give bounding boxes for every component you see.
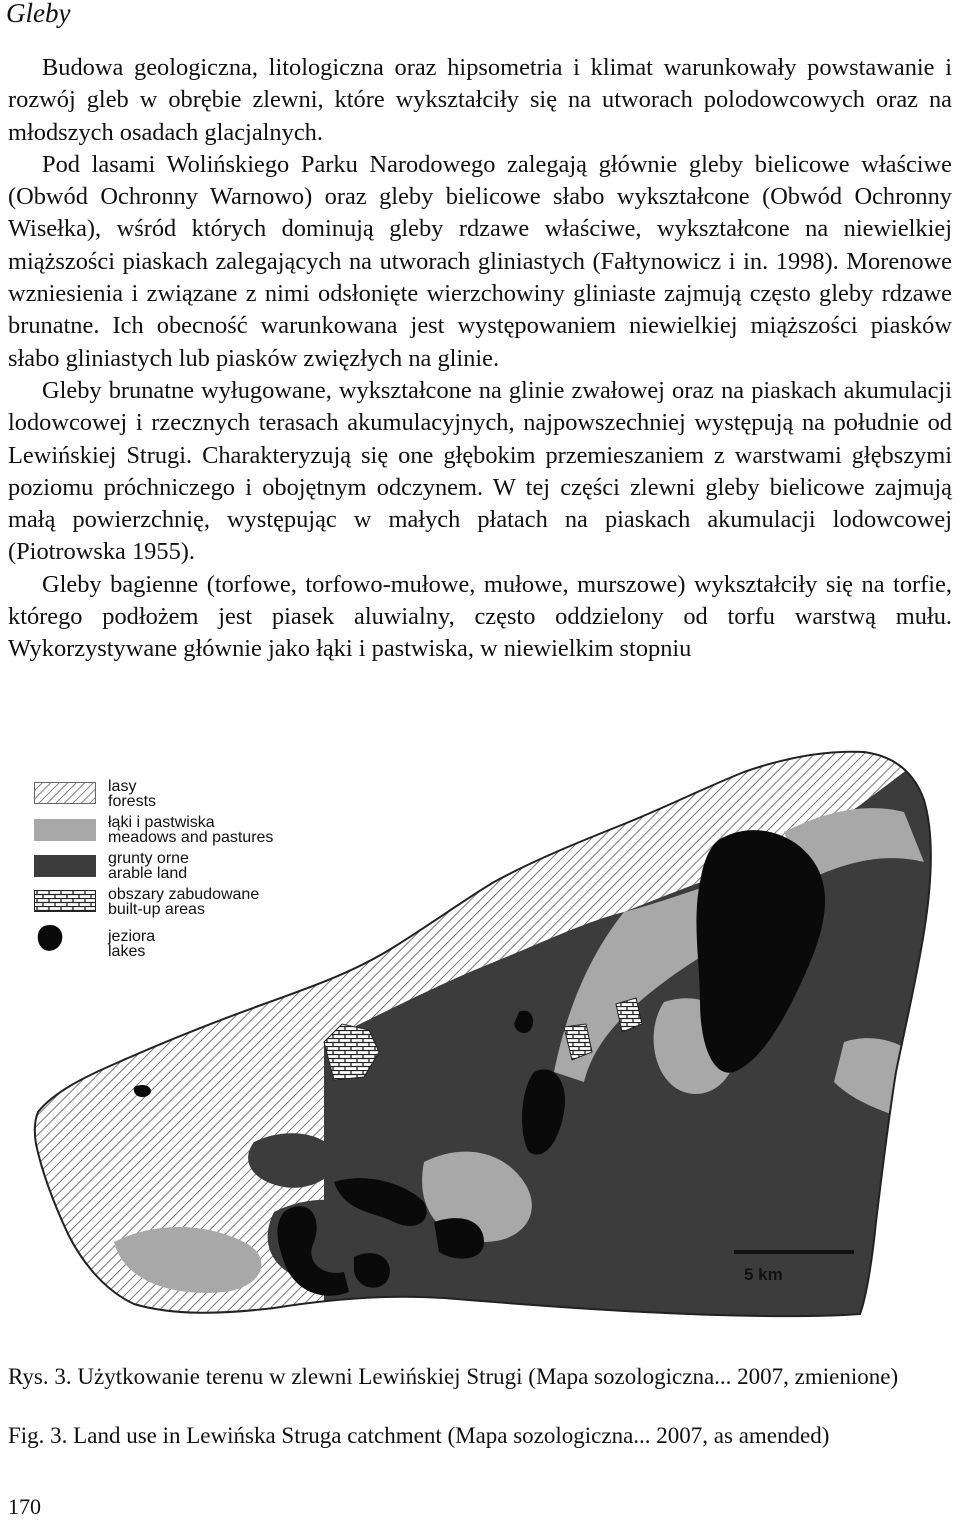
- paragraph: Gleby brunatne wyługowane, wykształcone na glinie zwałowej oraz na piaskach akumulacji lodowcowej i rzecznych terasach akumulacyjnych, najpowszechniej występują na południe od Lewińskiej Strugi. Charakteryzują się one głębokim przemieszaniem z warstwami głębszymi poziomu próchniczego i obojętnym odczynem. W tej części zlewni gleby bielicowe zajmują małą powierzchnię, występując w małych płatach na piaskach akumulacji lodowcowej (Piotrowska 1955).: [8, 376, 952, 566]
- paragraph: Gleby bagienne (torfowe, torfowo-mułowe, mułowe, murszowe) wykształciły się na torfie, którego podłożem jest piasek aluwialny, często oddzielony od torfu warstwą mułu. Wykorzystywane głównie jako łąki i pastwiska, w niewielkim stopniu: [8, 570, 952, 663]
- legend-item-forests: [34, 778, 334, 814]
- arable-swatch: [34, 855, 96, 877]
- legend-item-lakes: [34, 922, 334, 958]
- built-up-swatch: [34, 890, 96, 912]
- figure-caption-en: Fig. 3. Land use in Lewińska Struga catchment (Mapa sozologiczna... 2007, as amended): [8, 1423, 830, 1448]
- paragraph: Budowa geologiczna, litologiczna oraz hipsometria i klimat warunkowały powstawanie i rozwój gleb w obrębie zlewni, które wykształciły się na utworach polodowcowych oraz na młodszych osadach glacjalnych.: [8, 54, 952, 146]
- legend-label-en: lakes: [108, 943, 146, 960]
- lake-swatch: [34, 922, 96, 954]
- legend-item-meadows: [34, 814, 334, 850]
- legend-item-built-up: [34, 886, 334, 922]
- scale-label: 5 km: [744, 1265, 783, 1284]
- legend-label-en: built-up areas: [108, 901, 205, 918]
- page-number: 170: [8, 1494, 41, 1519]
- section-title: Gleby: [6, 0, 71, 28]
- legend-label-pl: obszary zabudowane: [108, 886, 260, 903]
- legend-label-pl: lasy: [108, 778, 137, 795]
- legend-label-en: meadows and pastures: [108, 829, 274, 846]
- legend-item-arable: [34, 850, 334, 886]
- legend-label-pl: łąki i pastwiska: [108, 814, 215, 831]
- meadow-swatch: [34, 819, 96, 841]
- figure-caption-pl: Rys. 3. Użytkowanie terenu w zlewni Lewińskiej Strugi (Mapa sozologiczna... 2007, zmienione): [8, 1364, 899, 1389]
- legend-label-en: arable land: [108, 865, 188, 882]
- legend-label-pl: grunty orne: [108, 850, 189, 867]
- legend-label-en: forests: [108, 793, 157, 810]
- body-text: [8, 52, 952, 666]
- paragraph: Pod lasami Wolińskiego Parku Narodowego zalegają głównie gleby bielicowe właściwe (Obwód Ochronny Warnowo) oraz gleby bielicowe słabo wykształcone (Obwód Ochronny Wisełka), wśród których dominują gleby rdzawe właściwe, wykształcone na niewielkiej miąższości piaskach zalegających na utworach gliniastych (Fałtynowicz i in. 1998). Morenowe wzniesienia i związane z nimi odsłonięte wierzchowiny gliniaste zajmują często gleby rdzawe brunatne. Ich obecność warunkowana jest występowaniem niewielkiej miąższości piasków słabo gliniastych lub piasków zwięzłych na glinie.: [8, 150, 952, 372]
- legend-label-pl: jeziora: [108, 928, 156, 945]
- forest-swatch: [34, 782, 96, 804]
